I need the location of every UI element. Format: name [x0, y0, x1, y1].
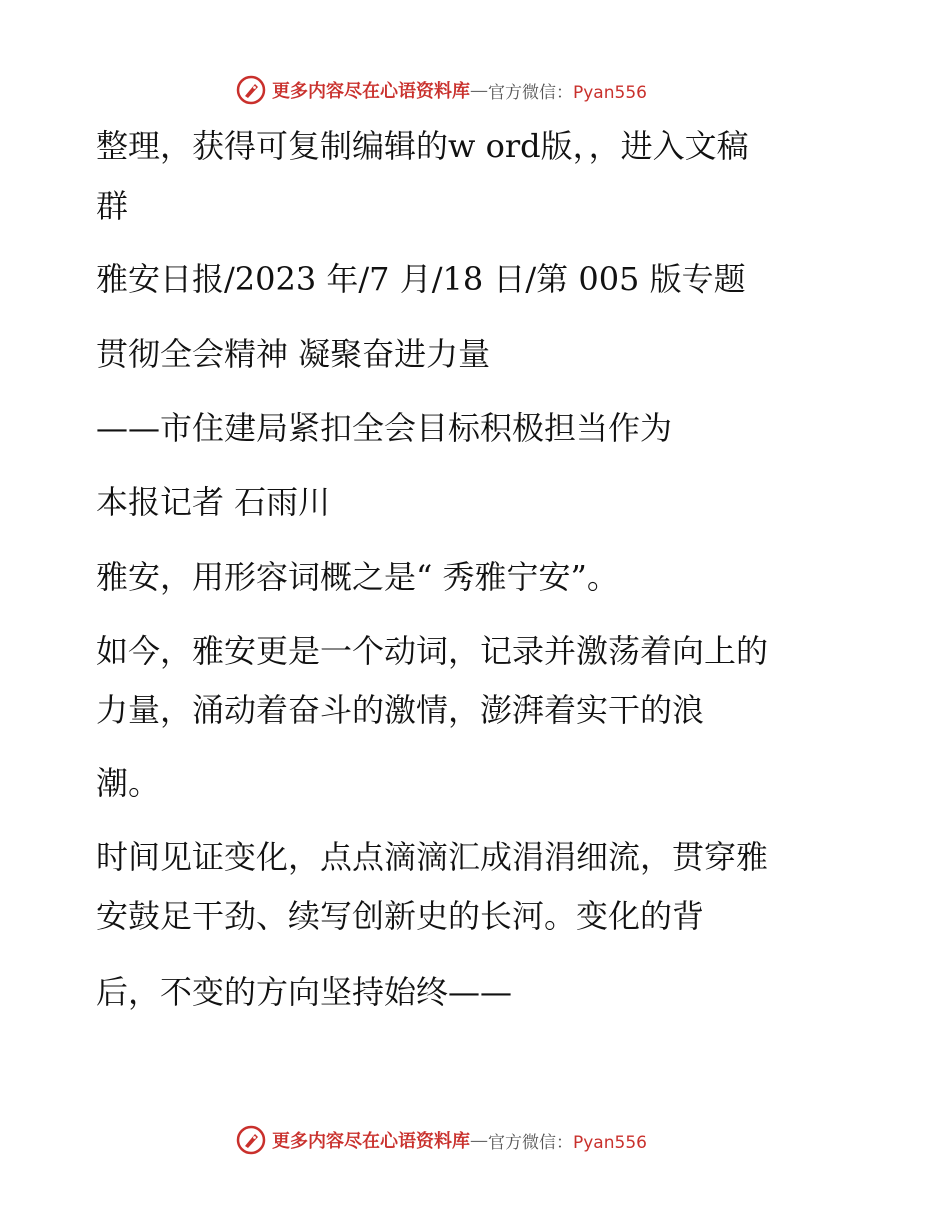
- byline: 本报记者 石雨川: [96, 483, 331, 521]
- body-line: 如今，雅安更是一个动词，记录并激荡着向上的: [96, 632, 769, 670]
- banner-separator: —: [470, 1129, 488, 1151]
- banner-contact-id: Pyan556: [573, 1132, 647, 1153]
- banner-main-text: 更多内容尽在心语资料库: [272, 81, 470, 102]
- pen-nib-logo-icon: [236, 75, 266, 105]
- banner-contact-label: 官方微信：: [488, 1132, 573, 1153]
- banner-contact: [488, 78, 647, 103]
- watermark-banner-top: [236, 73, 647, 107]
- banner-separator: —: [470, 79, 488, 101]
- body-line: 安鼓足干劲、续写创新史的长河。变化的背: [96, 897, 705, 935]
- article-subtitle: ——市住建局紧扣全会目标积极担当作为: [96, 409, 673, 447]
- banner-main-text: 更多内容尽在心语资料库: [272, 1131, 470, 1152]
- dateline: 雅安日报/2023 年/7 月/18 日/第 005 版专题: [96, 260, 746, 298]
- banner-contact: [488, 1128, 647, 1153]
- pen-nib-logo-icon: [236, 1125, 266, 1155]
- body-line: 潮。: [96, 764, 161, 802]
- body-line: 后，不变的方向坚持始终——: [96, 973, 513, 1011]
- body-line: 力量，涌动着奋斗的激情，澎湃着实干的浪: [96, 691, 705, 729]
- banner-contact-label: 官方微信：: [488, 82, 573, 103]
- body-line: 时间见证变化，点点滴滴汇成涓涓细流，贯穿雅: [96, 838, 769, 876]
- article-title: 贯彻全会精神 凝聚奋进力量: [96, 335, 491, 373]
- body-line: 整理，获得可复制编辑的w ord版，，进入文稿: [96, 127, 749, 165]
- watermark-banner-bottom: [236, 1123, 647, 1157]
- banner-contact-id: Pyan556: [573, 82, 647, 103]
- body-line: 群: [96, 187, 129, 225]
- body-line: 雅安，用形容词概之是“ 秀雅宁安”。: [96, 558, 619, 596]
